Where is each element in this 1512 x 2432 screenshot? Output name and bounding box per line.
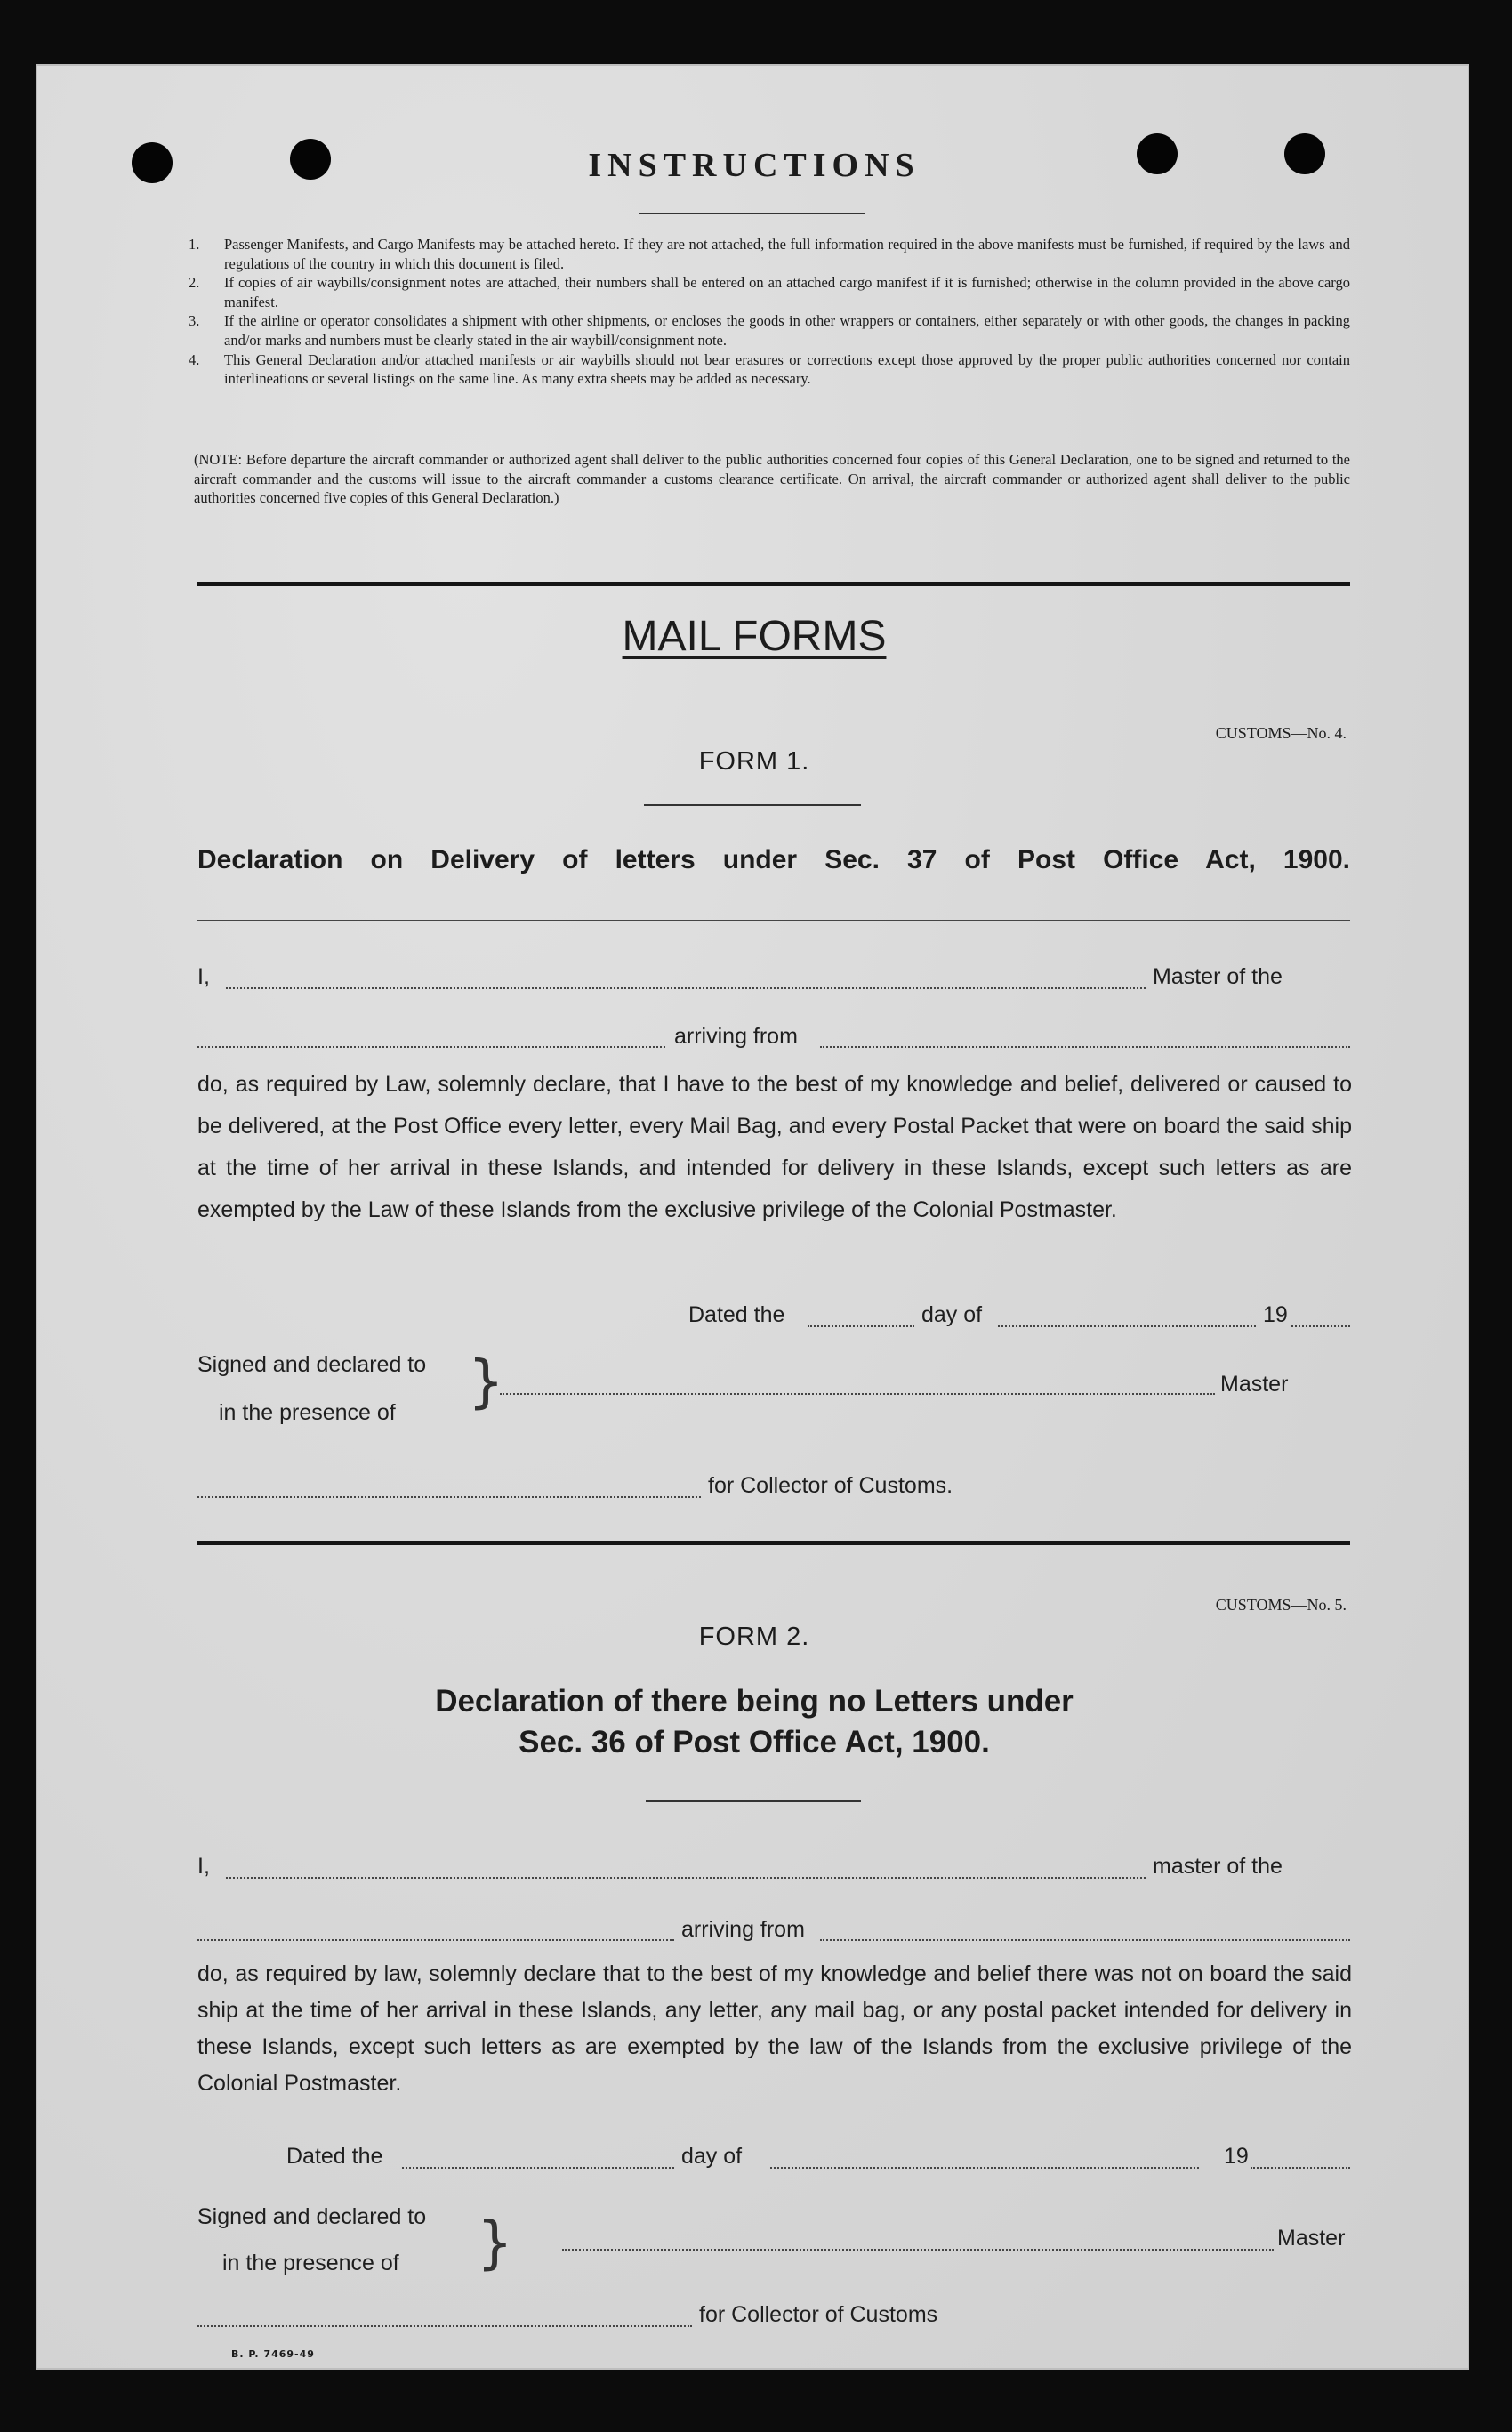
section-divider	[197, 582, 1350, 586]
form1-arriving-from: arriving from	[674, 1024, 798, 1049]
form-divider	[197, 1541, 1350, 1545]
instruction-item	[189, 311, 1350, 350]
instruction-item	[189, 350, 1350, 389]
instruction-number: 1.	[189, 236, 200, 253]
form2-master-of-the: master of the	[1153, 1854, 1283, 1879]
form1-dated-the: Dated the	[688, 1302, 785, 1327]
instruction-text: If copies of air waybills/consignment notes are attached, their numbers shall be entered on an attached cargo manifest if it is furnished; otherwise in the column provided in the above cargo manifest.	[224, 274, 1350, 310]
form2-day-of: day of	[681, 2144, 743, 2169]
form2-collector-field[interactable]	[197, 2325, 692, 2327]
form2-paragraph: do, as required by law, solemnly declare that to the best of my knowledge and belief there was not on board the said ship at the time of her arrival in these Islands, any letter, any mail bag, or any postal packet intended for delivery in these Islands, except such letters as are exempted by the law of the Islands from the exclusive privilege of the Colonial Postmaster.	[197, 1961, 1352, 2096]
form2-i-label: I,	[197, 1854, 210, 1879]
instructions-note: (NOTE: Before departure the aircraft commander or authorized agent shall deliver to the public authorities concerned four copies of this General Declaration, one to be signed and returned to the aircraft commander and the customs will issue to the aircraft commander a customs clearance certificate. On arrival, the aircraft commander or authorized agent shall deliver to the public authorities concerned five copies of this General Declaration.)	[194, 451, 1350, 507]
instruction-text: If the airline or operator consolidates a shipment with other shipments, or encloses the goods in other wrappers or containers, either separately or with other goods, the changes in packing and/or marks and numbers must be clearly stated in the air waybill/consignment note.	[224, 312, 1350, 349]
instruction-number: 3.	[189, 312, 200, 330]
instruction-number: 2.	[189, 274, 200, 292]
form1-master-signature-field[interactable]	[500, 1393, 1215, 1395]
form2-name-field[interactable]	[226, 1877, 1146, 1879]
form2-origin-field[interactable]	[820, 1939, 1350, 1941]
form2-collector-label: for Collector of Customs	[699, 2302, 938, 2327]
form1-heading-rule	[644, 804, 861, 806]
instruction-number: 4.	[189, 350, 200, 368]
form1-paragraph: do, as required by Law, solemnly declare, that I have to the best of my knowledge and belief, delivered or caused to be delivered, at the Post Office every letter, every Mail Bag, and every Postal Packet that were on board the said ship at the time of her arrival in these Islands, and intended for delivery in these Islands, except such letters as are exempted by the Law of these Islands from the exclusive privilege of the Colonial Postmaster.	[197, 1072, 1352, 1222]
form2-master-signature-field[interactable]	[562, 2249, 1274, 2251]
form2-declaration-title	[37, 1681, 1471, 1763]
form1-i-label: I,	[197, 964, 210, 989]
form2-customs-number: CUSTOMS—No. 5.	[1215, 1596, 1347, 1614]
form1-customs-number: CUSTOMS—No. 4.	[1215, 724, 1347, 742]
form1-name-field[interactable]	[226, 987, 1146, 989]
instruction-item	[189, 235, 1350, 273]
form2-master-label: Master	[1277, 2226, 1346, 2251]
form1-origin-field[interactable]	[820, 1046, 1350, 1048]
form1-master-label: Master	[1220, 1372, 1289, 1397]
document-page	[36, 64, 1469, 2370]
instruction-item	[189, 273, 1350, 311]
form1-month-field[interactable]	[998, 1325, 1256, 1327]
form1-year-prefix: 19	[1263, 1302, 1288, 1327]
instructions-title: INSTRUCTIONS	[588, 147, 921, 184]
instruction-text: This General Declaration and/or attached manifests or air waybills should not bear erasures or corrections except those approved by the proper public authorities concerned nor contain interlineations or several listings on the same line. As many extra sheets may be added as necessary.	[224, 350, 1350, 388]
form2-year-prefix: 19	[1224, 2144, 1249, 2169]
form2-year-field[interactable]	[1251, 2167, 1350, 2169]
form1-signed-line2: in the presence of	[219, 1400, 396, 1425]
form1-brace: }	[468, 1349, 504, 1415]
form2-signed-line1: Signed and declared to	[197, 2204, 427, 2229]
form1-collector-field[interactable]	[197, 1496, 701, 1498]
form1-ship-field[interactable]	[197, 1046, 665, 1048]
form1-year-field[interactable]	[1291, 1325, 1350, 1327]
form2-ship-field[interactable]	[197, 1939, 674, 1941]
form1-signed-line1: Signed and declared to	[197, 1352, 427, 1377]
form2-arriving-from: arriving from	[681, 1917, 805, 1942]
form2-brace: }	[477, 2211, 513, 2276]
instruction-text: Passenger Manifests, and Cargo Manifests may be attached hereto. If they are not attached, the full information required in the above manifests must be furnished, if required by the laws and regulations of the country in which this document is filed.	[224, 236, 1350, 272]
form1-master-of-the: Master of the	[1153, 964, 1283, 989]
form1-collector-label: for Collector of Customs.	[708, 1473, 953, 1498]
print-code: B. P. 7469-49	[231, 2348, 315, 2360]
form1-day-of: day of	[921, 1302, 983, 1327]
form1-declaration-title: Declaration on Delivery of letters under Sec. 37 of Post Office Act, 1900.	[197, 845, 1350, 874]
form1-heading: FORM 1.	[698, 747, 810, 776]
form2-signed-line2: in the presence of	[222, 2251, 399, 2275]
form2-title-line2: Sec. 36 of Post Office Act, 1900.	[519, 1725, 990, 1760]
form2-heading: FORM 2.	[698, 1623, 810, 1651]
form1-title-rule	[197, 920, 1350, 921]
form2-dated-the: Dated the	[286, 2144, 383, 2169]
instructions-title-rule	[639, 213, 865, 214]
form2-title-line1: Declaration of there being no Letters under	[435, 1684, 1074, 1719]
form2-month-field[interactable]	[770, 2167, 1199, 2169]
form2-heading-rule	[646, 1800, 861, 1802]
instructions-list	[189, 235, 1350, 389]
mail-forms-title: MAIL FORMS	[622, 613, 887, 660]
form1-day-field[interactable]	[808, 1325, 914, 1327]
form2-day-field[interactable]	[402, 2167, 674, 2169]
